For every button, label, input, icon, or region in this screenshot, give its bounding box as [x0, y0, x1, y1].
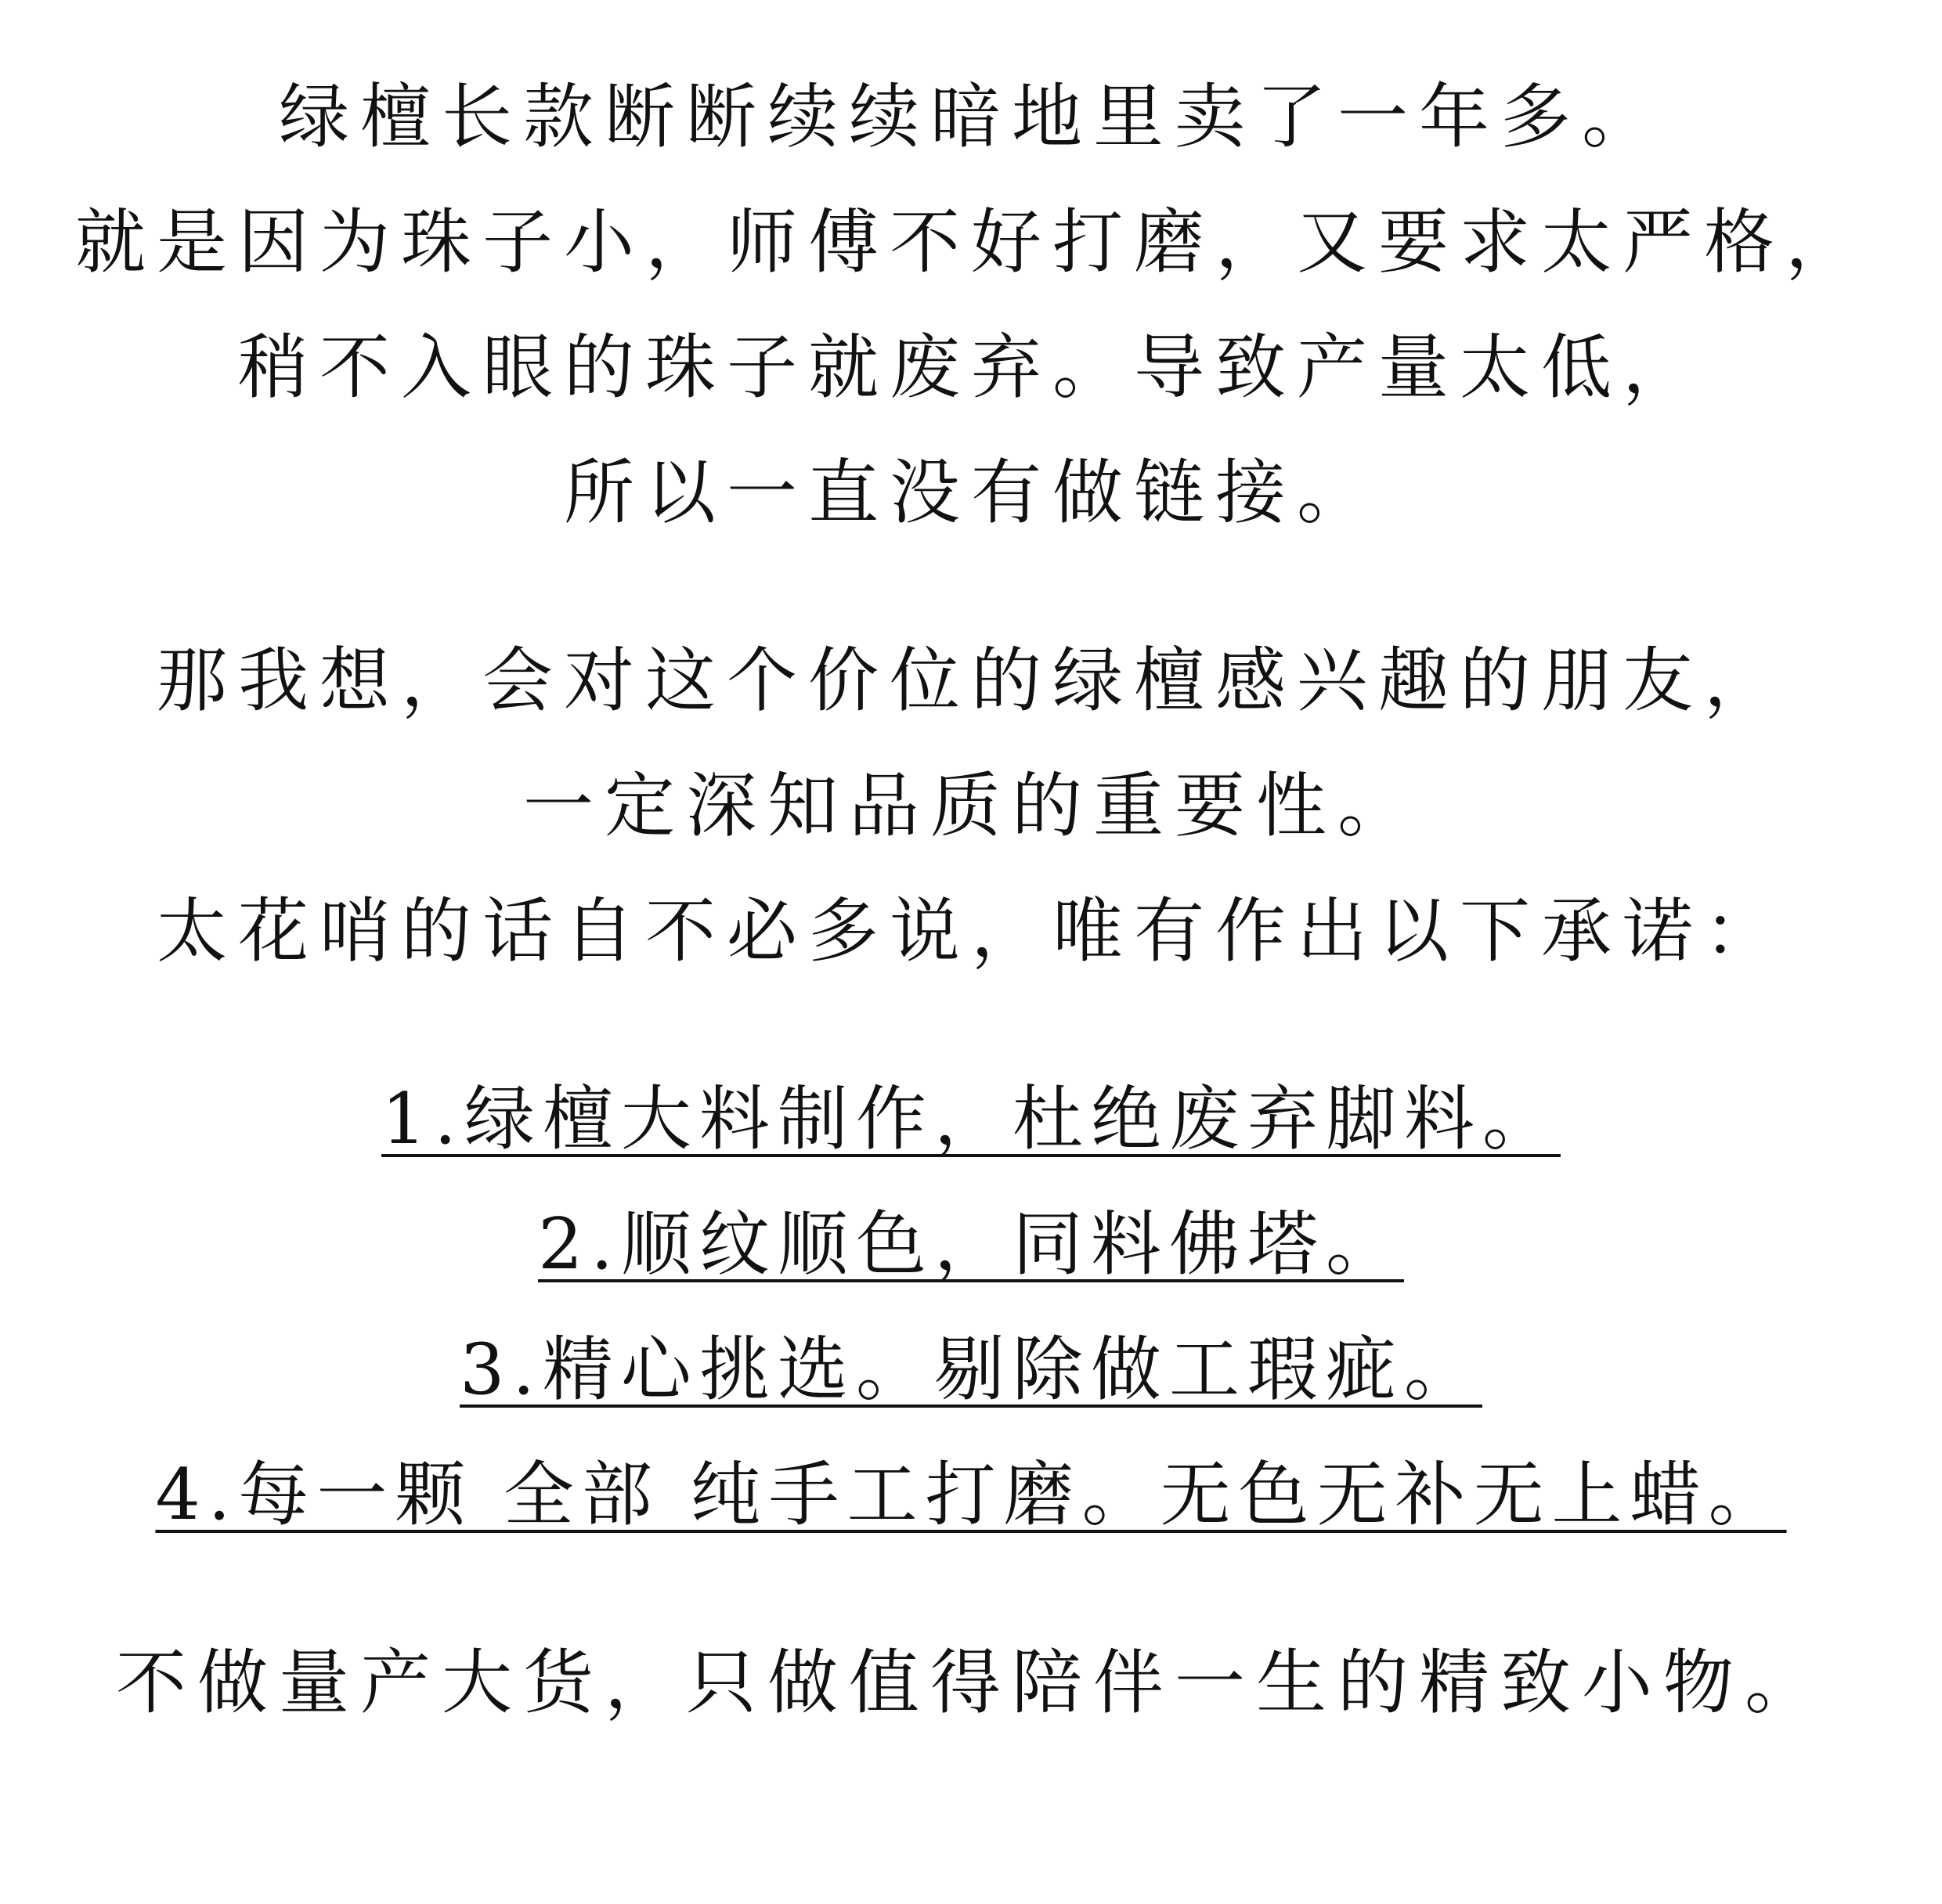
middle-line-3: 太花哨的话自不必多说，唯有作出以下承诺： — [157, 890, 1785, 972]
promise-item-4: 4.每一颗 全部 纯手工打磨。无色无补无上蜡。 — [155, 1454, 1787, 1536]
intro-line-3: 稍不入眼的珠子就废弃。导致产量太低， — [238, 326, 1704, 409]
intro-line-1: 绿檀长款断断续续暗地里卖了一年多。 — [279, 76, 1663, 158]
promise-item-3: 3.精心挑选。剔除做工瑕疵。 — [460, 1329, 1482, 1411]
intro-line-2: 就是因为珠子小，师傅不好打磨，又要求太严格， — [75, 201, 1867, 283]
intro-line-4: 所以一直没有做链接。 — [564, 452, 1378, 534]
closing-line: 不做量产大货，只做值得陪伴一生的精致小物。 — [116, 1642, 1826, 1724]
middle-line-1: 那我想，会对这个价位的绿檀感兴趣的朋友， — [157, 640, 1785, 722]
middle-line-2: 一定深知品质的重要性。 — [523, 765, 1419, 847]
promise-item-1: 1.绿檀大料制作，杜绝废弃脚料。 — [381, 1078, 1561, 1160]
promise-item-2: 2.顺纹顺色，同料佛塔。 — [538, 1203, 1404, 1286]
